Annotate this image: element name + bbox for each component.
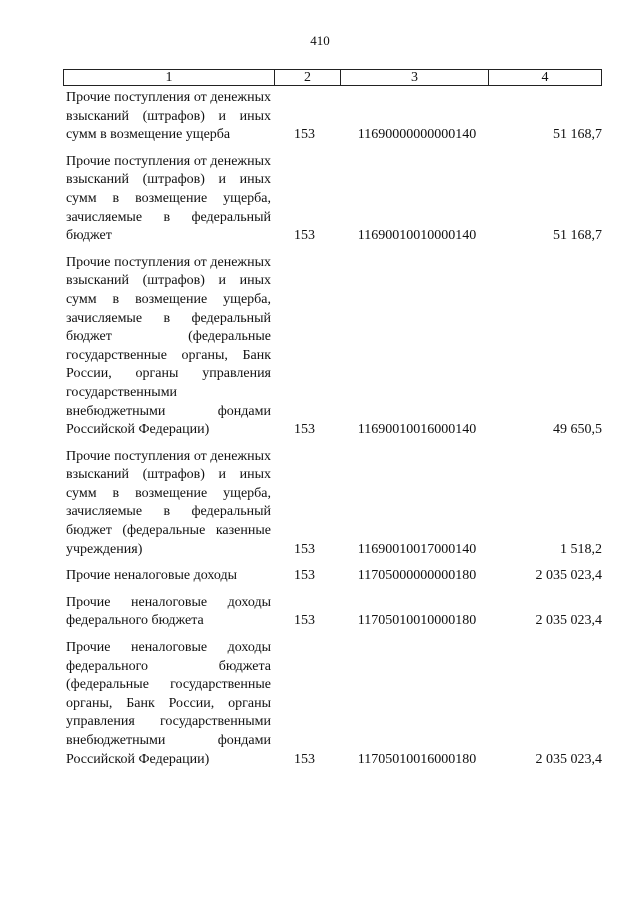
header-col-1: 1 bbox=[64, 70, 275, 85]
row-admin-code: 153 bbox=[294, 613, 315, 629]
row-admin-code: 153 bbox=[294, 751, 315, 767]
table-header bbox=[63, 69, 602, 86]
row-budget-code: 11690010016000140 bbox=[357, 422, 477, 438]
row-budget-code: 11690010017000140 bbox=[357, 541, 477, 557]
row-budget-code: 11690010010000140 bbox=[357, 228, 477, 244]
row-budget-code: 11705000000000180 bbox=[357, 568, 477, 584]
row-amount: 2 035 023,4 bbox=[535, 613, 602, 629]
header-col-3: 3 bbox=[341, 70, 489, 85]
row-name: Прочие неналоговые доходы bbox=[66, 568, 238, 584]
row-budget-code: 11705010010000180 bbox=[357, 613, 477, 629]
row-name: Прочие поступления от денежных взысканий (штрафов) и иных сумм в возмещение ущерба, зачисляемые в федеральный бюджет (федеральные государственные органы, Банк России, органы управления государственными внебюджетными фондами Российской Федерации) bbox=[66, 254, 271, 438]
table-row bbox=[63, 89, 602, 145]
row-admin-code: 153 bbox=[294, 568, 315, 584]
row-amount: 51 168,7 bbox=[553, 228, 602, 244]
row-name: Прочие неналоговые доходы федерального бюджета bbox=[66, 594, 271, 629]
table-row bbox=[63, 448, 602, 560]
row-admin-code: 153 bbox=[294, 422, 315, 438]
table-body bbox=[63, 89, 602, 777]
row-admin-code: 153 bbox=[294, 127, 315, 143]
row-name: Прочие поступления от денежных взысканий (штрафов) и иных сумм в возмещение ущерба bbox=[66, 90, 271, 143]
header-col-4: 4 bbox=[541, 70, 549, 85]
row-amount: 1 518,2 bbox=[560, 541, 602, 557]
table-row bbox=[63, 153, 602, 246]
table-row bbox=[63, 567, 602, 586]
row-name: Прочие поступления от денежных взысканий (штрафов) и иных сумм в возмещение ущерба, зачисляемые в федеральный бюджет bbox=[66, 153, 271, 244]
row-amount: 49 650,5 bbox=[553, 422, 602, 438]
row-amount: 2 035 023,4 bbox=[535, 568, 602, 584]
table-row bbox=[63, 594, 602, 631]
row-name: Прочие поступления от денежных взысканий (штрафов) и иных сумм в возмещение ущерба, зачисляемые в федеральный бюджет (федеральные казенные учреждения) bbox=[66, 448, 271, 557]
page-number: 410 bbox=[310, 33, 330, 48]
table-row bbox=[63, 254, 602, 440]
row-admin-code: 153 bbox=[294, 541, 315, 557]
row-amount: 51 168,7 bbox=[553, 127, 602, 143]
row-budget-code: 11705010016000180 bbox=[357, 751, 477, 767]
row-amount: 2 035 023,4 bbox=[535, 751, 602, 767]
row-budget-code: 11690000000000140 bbox=[357, 127, 477, 143]
row-admin-code: 153 bbox=[294, 228, 315, 244]
table-row bbox=[63, 639, 602, 769]
header-col-2: 2 bbox=[275, 70, 341, 85]
row-name: Прочие неналоговые доходы федерального бюджета (федеральные государственные органы, Банк России, органы управления государственными внебюджетными фондами Российской Федерации) bbox=[66, 640, 271, 767]
